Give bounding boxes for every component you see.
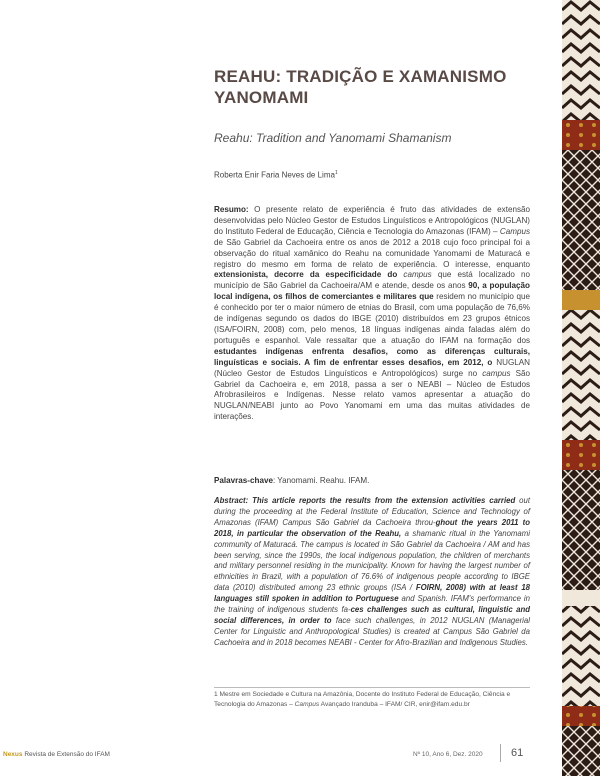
abstract-pt-text: de São Gabriel da Cachoeira entre os anos de 2012 a 2018 cujo foco principal foi a observação do ritual xamânico do Reahu na comunidade Yanomami de Maturacá e registro do mesmo em forma de relato de experiência. O interesse, enquanto [214, 237, 530, 269]
abstract-pt-text: São Gabriel da Cachoeira e, em 2018, passa a ser o NEABI – Núcleo de Estudos Afrobrasileiros e Indígenas. Nesse relato vamos apresentar a atuação do NUGLAN/NEABI junto ao Povo Yanomami em uma das muitas atividades de interações. [214, 368, 531, 422]
abstract-pt-text: que está localizado no município de São Gabriel da Cachoeira/AM e atende, desde os anos [214, 270, 531, 291]
abstract-pt-text: O presente relato de experiência é fruto das atividades de extensão desenvolvidas pelo Núcleo Gestor de Estudos Linguísticos e Antropológicos (NUGLAN) do Instituto Federal de Educação, Ciência e Tecnologia do Amazonas (IFAM) – [214, 205, 530, 236]
author-line [214, 170, 338, 180]
footnote-mark: 1 [214, 691, 218, 698]
pattern-art [562, 0, 600, 776]
decorative-pattern-border [562, 0, 600, 776]
article-title: REAHU: TRADIÇÃO E XAMANISMO YANOMAMI [214, 67, 507, 107]
abstract-en-label: Abstract: [214, 496, 249, 505]
abstract-en-text: and Spanish. IFAM's performance in the training of indigenous students fa- [214, 594, 530, 615]
abstract-en-text: out during the proceeding at the Federal Institute of Education, Science and Technology of Amazonas (IFAM) Campus São Gabriel da Cachoeira throu- [214, 496, 530, 527]
footnote [214, 690, 530, 710]
journal-subtitle: Revista de Extensão do IFAM [22, 751, 110, 758]
abstract-english [214, 496, 530, 649]
keywords-line [214, 476, 369, 485]
abstract-en-text: face such challenges, in 2012 NUGLAN (Managerial Center for Linguistic and Anthropological Studies) is created at Campus São Gabriel da Cachoeira and in 2018 becomes NEABI - Center for Afro-Brazilian and Indigenous Studies. [214, 615, 530, 647]
abstract-pt-text: campus [482, 368, 511, 378]
abstract-en-bold: ces challenges such as cultural, linguistic and social differences, in order to [214, 605, 530, 625]
footnote-divider [214, 687, 530, 688]
abstract-pt-text: Campus [499, 226, 530, 236]
footer-divider [500, 744, 501, 762]
author-footnote-mark[interactable]: 1 [334, 170, 338, 176]
issue-info: Nº 10, Ano 6, Dez. 2020 [413, 751, 483, 758]
abstract-portuguese [214, 205, 530, 423]
keywords-text: : Yanomami. Reahu. IFAM. [272, 476, 370, 485]
abstract-pt-label: Resumo: [214, 205, 249, 214]
abstract-en-bold: FOIRN, 2008) with at least 18 languages still spoken in addition to Portuguese [214, 583, 530, 604]
article-subtitle: Reahu: Tradition and Yanomami Shamanism [214, 131, 452, 145]
abstract-pt-bold: 90, a população local indígena, os filhos de comerciantes e militares que [214, 281, 530, 302]
abstract-pt-text: NUGLAN (Núcleo Gestor de Estudos Linguísticos e Antropológicos) surge no [214, 357, 530, 378]
journal-name: Nexus [3, 751, 23, 758]
abstract-en-bold: This article reports the results from the extension activities carried [248, 496, 516, 505]
keywords-label: Palavras-chave [214, 476, 273, 485]
abstract-pt-bold: estudantes indígenas enfrenta desafios, como as diferenças culturais, linguísticas e sociais. A fim de enfrentar esses desafios, em 2012, o [214, 346, 530, 367]
abstract-pt-text: residem no município que é conhecido por ter o maior número de etnias do Brasil, com uma população de 76,6% de indígenas segundo os dados do IBGE (2010) distribuídos em 23 grupos étnicos (ISA/FOIRN, 2008) com, pelo menos, 18 línguas indígenas ainda faladas além do português e espanhol. Vale ressaltar que a atuação do IFAM na formação dos [214, 292, 530, 345]
page-number: 61 [511, 747, 524, 759]
author-name: Roberta Enir Faria Neves de Lima [214, 170, 335, 180]
abstract-pt-text: campus [403, 270, 432, 280]
footnote-text: Campus [294, 701, 320, 708]
abstract-en-text: a shamanic ritual in the Yanomami community of Maturacá. The campus is located in São Gabriel da Cachoeira / AM and has been serving, since the 1990s, the local indigenous population, the children of merchants and military personnel residing in the municipality. Known for having the largest number of ethnicities in Brazil, with a population of 76.6% of indigenous people according to IBGE data (2010) distributed among 23 ethnic groups (ISA / [214, 528, 530, 593]
abstract-en-bold: ghout the years 2011 to 2018, in particular the observation of the Reahu, [214, 517, 531, 538]
abstract-pt-bold: extensionista, decorre da especificidade do [214, 270, 398, 280]
journal-footer [3, 751, 110, 758]
footnote-text: Mestre em Sociedade e Cultura na Amazônia, Docente do Instituto Federal de Educação, Ciência e Tecnologia do Amazonas – [214, 691, 511, 708]
footnote-text: Avançado Iranduba – IFAM/ CIR, enir@ifam.edu.br [319, 701, 470, 708]
